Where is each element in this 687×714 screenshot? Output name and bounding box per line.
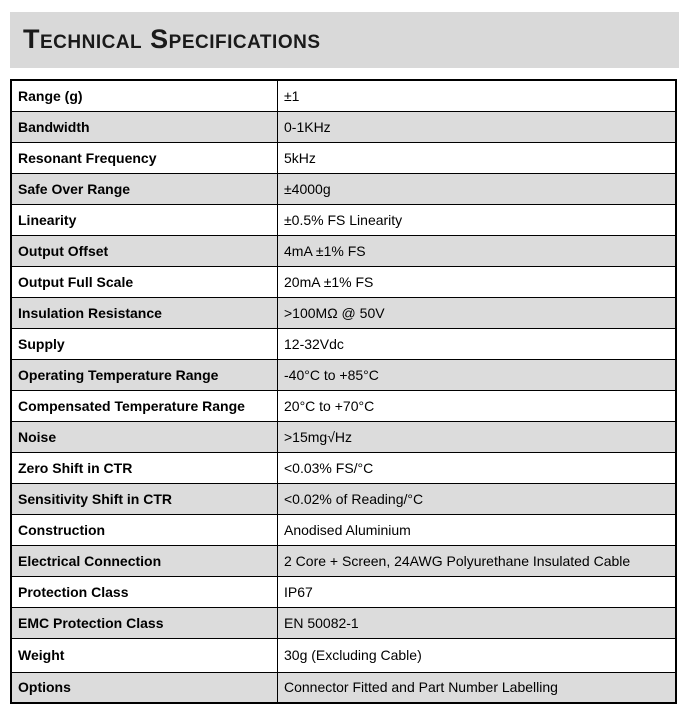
table-row bbox=[11, 173, 676, 204]
table-row bbox=[11, 266, 676, 297]
spec-value: <0.02% of Reading/°C bbox=[278, 483, 677, 514]
table-row bbox=[11, 142, 676, 173]
spec-value: 20°C to +70°C bbox=[278, 390, 677, 421]
section-header bbox=[10, 12, 679, 68]
spec-value: ±4000g bbox=[278, 173, 677, 204]
table-row bbox=[11, 545, 676, 576]
spec-label: Bandwidth bbox=[11, 111, 278, 142]
table-row bbox=[11, 111, 676, 142]
table-row bbox=[11, 204, 676, 235]
spec-label: Options bbox=[11, 672, 278, 703]
spec-label: Noise bbox=[11, 421, 278, 452]
spec-label: Output Full Scale bbox=[11, 266, 278, 297]
spec-label: Resonant Frequency bbox=[11, 142, 278, 173]
spec-value: 4mA ±1% FS bbox=[278, 235, 677, 266]
spec-value: IP67 bbox=[278, 576, 677, 607]
spec-value: 30g (Excluding Cable) bbox=[278, 638, 677, 672]
spec-value: 5kHz bbox=[278, 142, 677, 173]
spec-label: Weight bbox=[11, 638, 278, 672]
spec-value: EN 50082-1 bbox=[278, 607, 677, 638]
spec-label: Supply bbox=[11, 328, 278, 359]
table-row bbox=[11, 80, 676, 111]
table-row bbox=[11, 421, 676, 452]
table-row bbox=[11, 514, 676, 545]
table-row bbox=[11, 672, 676, 703]
spec-label: Zero Shift in CTR bbox=[11, 452, 278, 483]
spec-label: Safe Over Range bbox=[11, 173, 278, 204]
spec-label: Sensitivity Shift in CTR bbox=[11, 483, 278, 514]
table-row bbox=[11, 576, 676, 607]
spec-label: Linearity bbox=[11, 204, 278, 235]
spec-label: EMC Protection Class bbox=[11, 607, 278, 638]
spec-value: ±1 bbox=[278, 80, 677, 111]
spec-value: Connector Fitted and Part Number Labelling bbox=[278, 672, 677, 703]
spec-label: Compensated Temperature Range bbox=[11, 390, 278, 421]
spec-value: 20mA ±1% FS bbox=[278, 266, 677, 297]
spec-label: Operating Temperature Range bbox=[11, 359, 278, 390]
section-title: Technical Specifications bbox=[23, 24, 321, 54]
spec-value: 0-1KHz bbox=[278, 111, 677, 142]
spec-label: Range (g) bbox=[11, 80, 278, 111]
spec-label: Insulation Resistance bbox=[11, 297, 278, 328]
spec-value: -40°C to +85°C bbox=[278, 359, 677, 390]
table-row bbox=[11, 390, 676, 421]
table-row bbox=[11, 483, 676, 514]
spec-value: >100MΩ @ 50V bbox=[278, 297, 677, 328]
spec-value: ±0.5% FS Linearity bbox=[278, 204, 677, 235]
spec-value: 12-32Vdc bbox=[278, 328, 677, 359]
spec-value: Anodised Aluminium bbox=[278, 514, 677, 545]
table-row bbox=[11, 638, 676, 672]
table-row bbox=[11, 328, 676, 359]
spec-label: Electrical Connection bbox=[11, 545, 278, 576]
table-row bbox=[11, 235, 676, 266]
spec-value: >15mg√Hz bbox=[278, 421, 677, 452]
spec-value: 2 Core + Screen, 24AWG Polyurethane Insulated Cable bbox=[278, 545, 677, 576]
specifications-table bbox=[10, 79, 677, 704]
spec-label: Output Offset bbox=[11, 235, 278, 266]
table-row bbox=[11, 297, 676, 328]
spec-value: <0.03% FS/°C bbox=[278, 452, 677, 483]
spec-label: Protection Class bbox=[11, 576, 278, 607]
spec-label: Construction bbox=[11, 514, 278, 545]
table-row bbox=[11, 607, 676, 638]
table-row bbox=[11, 359, 676, 390]
table-row bbox=[11, 452, 676, 483]
